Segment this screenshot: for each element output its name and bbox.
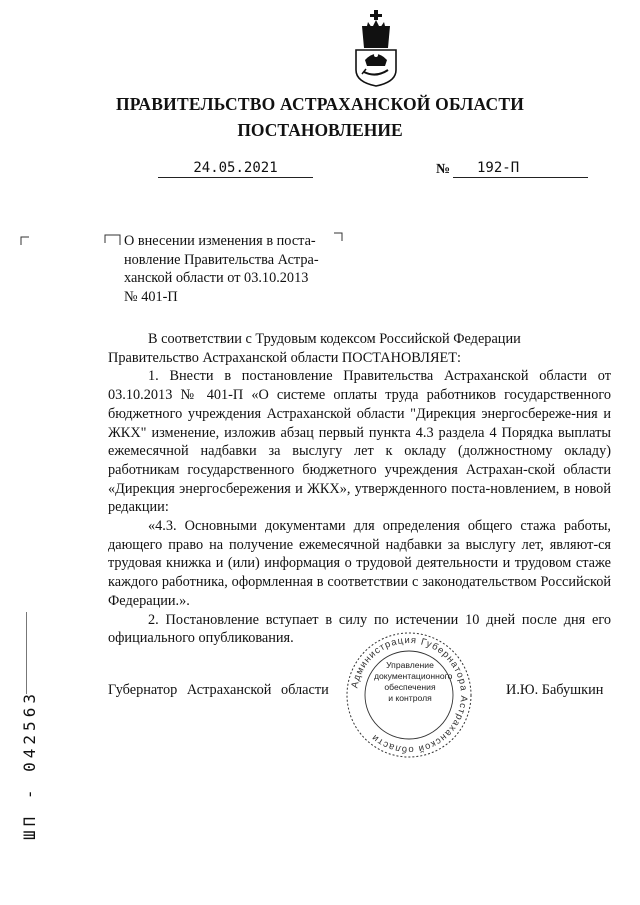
- signer-name: И.Ю. Бабушкин: [506, 682, 604, 698]
- stamp-center-text: [374, 660, 453, 704]
- paragraph-quote: «4.3. Основными документами для определения общего стажа работы, дающего право на получение ежемесячной надбавки за выслугу лет, являют-ся трудовая книжка и (или) информация о трудовой деятельности и трудовом стаже каждого работника, оформленная в соответствии с законодательством Российской Федерации.».: [108, 518, 611, 609]
- form-serial-number: ШП - 042563: [20, 690, 39, 840]
- signer-position: Губернатор Астраханской области: [108, 682, 329, 698]
- stamp-line: и контроля: [388, 693, 432, 703]
- subject-line: О внесении изменения в поста-: [124, 233, 316, 249]
- stamp-ring-text: Администрация Губернатора Астраханской области: [349, 634, 470, 756]
- organization-title: ПРАВИТЕЛЬСТВО АСТРАХАНСКОЙ ОБЛАСТИ: [115, 94, 525, 114]
- document-type-title: ПОСТАНОВЛЕНИЕ: [237, 120, 403, 140]
- coat-of-arms-emblem: [352, 8, 400, 88]
- preamble-line: В соответствии с Трудовым кодексом Российской Федерации: [148, 331, 521, 347]
- subject-left-bracket-mark: [107, 234, 121, 246]
- stamp-line: обеспечения: [384, 682, 436, 692]
- document-subject: [124, 232, 336, 306]
- paragraph-item-1: 1. Внести в постановление Правительства Астраханской области от 03.10.2013 № 401-П «О системе оплаты труда работников государственного бюджетного учреждения Астраханской области "Дирекция энергосбереже-ния и ЖКХ" изменение, изложив абзац первый пункта 4.3 раздела 4 Порядка выплаты ежемесячной надбавки за выслугу лет к окладу (должностному окладу) работникам государственного бюджетного учреждения Астрахан-ской области «Дирекция энергосбережения и ЖКХ», утвержденного поста-новлением, в новой редакции:: [108, 368, 611, 516]
- subject-line: новление Правительства Астра-: [124, 251, 319, 268]
- subject-line: ханской области от 03.10.2013: [124, 270, 309, 287]
- document-date: 24.05.2021: [158, 160, 313, 178]
- margin-corner-mark: [20, 236, 29, 245]
- document-number: 192-П: [453, 160, 588, 178]
- preamble-decree-line: Правительство Астраханской области ПОСТАНОВЛЯЕТ:: [108, 349, 461, 366]
- margin-line: [26, 612, 27, 694]
- stamp-line: Управление: [386, 660, 434, 670]
- number-sign: №: [436, 162, 451, 177]
- paragraph-item-2: 2. Постановление вступает в силу по истечении 10 дней после дня его официального опубликования.: [108, 611, 611, 647]
- subject-line: № 401-П: [124, 288, 178, 305]
- document-body: [108, 330, 611, 648]
- stamp-line: документационного: [374, 671, 453, 681]
